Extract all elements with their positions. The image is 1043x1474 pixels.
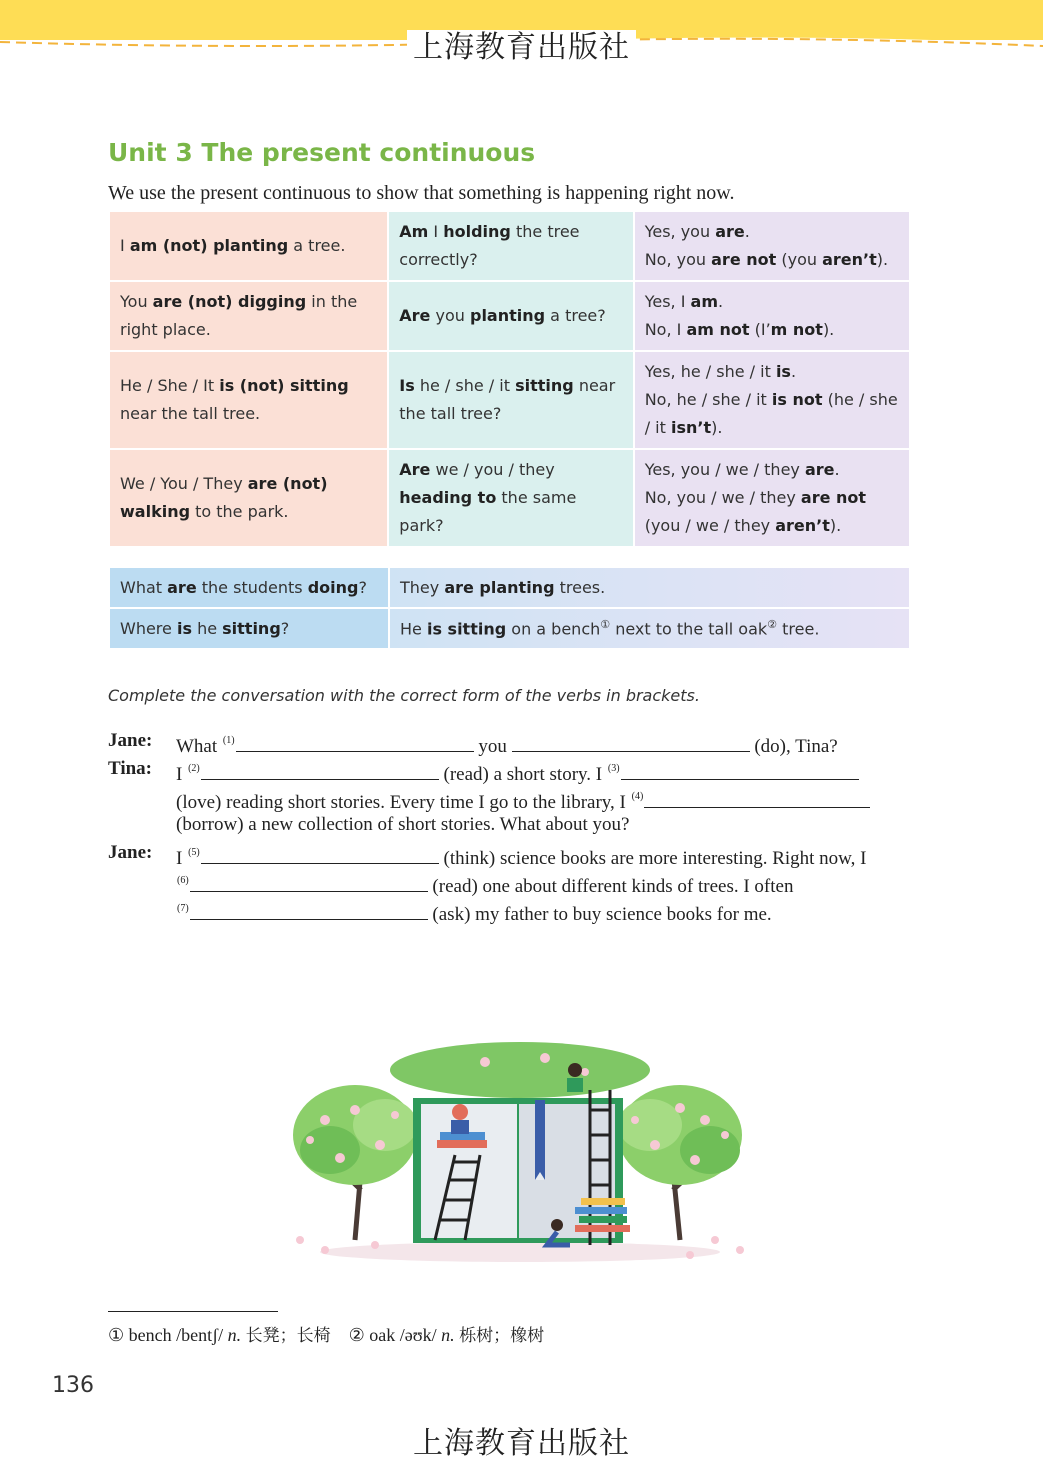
qa-answer-cell-part: trees. [554, 578, 606, 597]
statement-cell-part: are (not) walking [120, 474, 328, 521]
grammar-table [108, 210, 911, 548]
speaker-label: Jane: [108, 730, 153, 751]
answer-no-part: isn’t [670, 418, 712, 437]
answer-no-part: m not [770, 320, 823, 339]
answer-no [645, 246, 899, 274]
statement-cell-part: to the park. [190, 502, 289, 521]
question-cell-part: holding [443, 222, 511, 241]
dialog-line-7: $^{(7)}$ (ask) my father to buy science books for me. [108, 895, 918, 923]
qa-answer-cell [389, 608, 910, 649]
qa-question-cell [109, 608, 389, 649]
exercise-instruction: Complete the conversation with the correct form of the verbs in brackets. [108, 686, 700, 705]
answer-yes-part: is [775, 362, 791, 381]
speaker-label: Tina: [108, 758, 153, 779]
question-cell [388, 351, 633, 449]
qa-question-cell-part: Where [120, 619, 177, 638]
answer-no-part: ). [822, 320, 835, 339]
statement-cell-part: are (not) digging [152, 292, 307, 311]
statement-cell-part: We / You / They [120, 474, 248, 493]
answer-no-part: is not [771, 390, 823, 409]
qa-question-cell-part: ? [358, 578, 367, 597]
statement-cell [109, 449, 388, 547]
qa-question-cell-part: are [167, 578, 197, 597]
qa-answer-cell-part: next to the tall oak [610, 619, 768, 639]
question-answer-table [108, 566, 911, 650]
answer-blank-7[interactable] [190, 899, 428, 920]
answer-no-part: aren’t [775, 516, 830, 535]
qa-answer-cell [389, 567, 910, 608]
answer-no-part: (you [776, 250, 823, 269]
question-cell-part: we / you / they [430, 460, 555, 479]
answer-no-part: (he / she / it [644, 390, 898, 437]
question-cell-part: sitting [515, 376, 574, 395]
answer-yes-part: are [804, 460, 835, 479]
question-cell-part: Am [399, 222, 429, 241]
unit-title: Unit 3 The present continuous [108, 138, 536, 167]
answer-blank-4[interactable] [644, 787, 870, 808]
answer-yes [645, 288, 899, 316]
qa-question-cell-part: sitting [222, 619, 281, 638]
statement-cell [109, 351, 388, 449]
qa-row [109, 567, 910, 608]
answer-blank-5[interactable] [201, 843, 439, 864]
speaker-label: Jane: [108, 842, 153, 863]
answer-yes [645, 358, 899, 386]
answer-no [645, 316, 899, 344]
question-cell-part: you [430, 306, 470, 325]
dialog-line-2: Tina: I $^{(2)}$ (read) a short story. I $^{(3)}$ [108, 755, 918, 783]
question-cell [388, 449, 633, 547]
short-answer-cell [634, 281, 910, 351]
dialog-line-6: $^{(6)}$ (read) one about different kinds of trees. I often [108, 867, 918, 895]
question-cell-part: the tree correctly? [399, 222, 580, 269]
answer-no-part: ). [711, 418, 723, 437]
intro-text: We use the present continuous to show that something is happening right now. [108, 182, 735, 204]
answer-no-part: ). [876, 250, 889, 269]
footnote-rule [108, 1311, 278, 1312]
answer-no-part: am not [686, 320, 750, 339]
question-cell-part: Are [399, 306, 431, 325]
grammar-row [109, 281, 910, 351]
qa-row [109, 608, 910, 649]
question-cell-part: a tree? [545, 306, 606, 325]
grammar-row [109, 351, 910, 449]
answer-no-part: are not [711, 250, 777, 269]
footnotes: ① bench /bentʃ/ n. 长凳；长椅 ② oak /əʊk/ n. 栎树；橡树 [108, 1325, 545, 1346]
statement-cell [109, 281, 388, 351]
answer-blank-1[interactable] [236, 731, 474, 752]
answer-blank-6[interactable] [190, 871, 428, 892]
answer-yes-part: Yes, I [644, 292, 691, 311]
answer-yes-part: Yes, you / we / they [644, 460, 805, 479]
answer-no-part: No, you [644, 250, 712, 269]
question-cell-part: planting [469, 306, 546, 325]
question-cell-part: the same park? [399, 488, 577, 535]
conversation-exercise [108, 727, 918, 923]
qa-question-cell-part: he [191, 619, 223, 638]
qa-question-cell-part: the students [196, 578, 308, 597]
question-cell-part: heading to [399, 488, 497, 507]
qa-answer-cell-part: on a bench [506, 619, 601, 639]
answer-yes-part: . [717, 292, 724, 311]
answer-no-part: aren’t [822, 250, 877, 269]
answer-blank-1b[interactable] [512, 731, 750, 752]
question-cell [388, 211, 633, 281]
question-cell [388, 281, 633, 351]
qa-question-cell-part: is [176, 619, 192, 638]
answer-blank-2[interactable] [201, 759, 439, 780]
answer-no-part: are not [800, 488, 867, 507]
reading-trees-illustration [285, 1040, 755, 1265]
answer-yes-part: are [715, 222, 745, 241]
answer-yes-part: . [790, 362, 797, 381]
question-cell-part: Is [399, 376, 415, 395]
statement-cell-part: a tree. [288, 236, 346, 255]
answer-no-part: No, I [644, 320, 687, 339]
qa-answer-cell-part: is sitting [426, 619, 507, 639]
publisher-watermark-bottom: 上海教育出版社 [413, 1426, 630, 1461]
qa-question-cell [109, 567, 389, 608]
answer-yes [645, 456, 899, 484]
statement-cell-part: He / She / It [120, 376, 220, 395]
qa-answer-cell-part: tree. [777, 619, 820, 639]
answer-yes-part: . [834, 460, 840, 479]
answer-no [645, 386, 899, 442]
qa-answer-cell-part: They [400, 578, 445, 597]
answer-yes-part: . [744, 222, 750, 241]
qa-question-cell-part: ? [280, 619, 290, 638]
answer-yes-part: Yes, you [644, 222, 716, 241]
statement-cell-part: is (not) sitting [219, 376, 349, 395]
answer-no-part: ). [829, 516, 842, 535]
answer-no-part: (you / we / they [644, 516, 776, 535]
question-cell-part: he / she / it [414, 376, 516, 395]
answer-blank-3[interactable] [621, 759, 859, 780]
dialog-line-5: Jane: I $^{(5)}$ (think) science books are more interesting. Right now, I [108, 839, 918, 867]
statement-cell-part: You [120, 292, 153, 311]
qa-question-cell-part: What [120, 578, 168, 597]
qa-answer-cell-part: ② [767, 618, 778, 632]
question-cell-part: Are [399, 460, 431, 479]
statement-cell-part: I [120, 236, 130, 255]
grammar-row [109, 211, 910, 281]
dialog-line-3: (love) reading short stories. Every time I go to the library, I $^{(4)}$ [108, 783, 918, 811]
page-number: 136 [52, 1373, 94, 1398]
answer-no [645, 484, 899, 540]
grammar-row [109, 449, 910, 547]
answer-no-part: No, you / we / they [644, 488, 801, 507]
answer-no-part: (I’ [749, 320, 771, 339]
short-answer-cell [634, 211, 910, 281]
short-answer-cell [634, 449, 910, 547]
qa-answer-cell-part: are planting [444, 578, 555, 597]
answer-yes-part: Yes, he / she / it [644, 362, 776, 381]
qa-answer-cell-part: ① [600, 618, 611, 632]
dialog-line-1: Jane: What $^{(1)}$ you (do), Tina? [108, 727, 918, 755]
statement-cell-part: am (not) planting [129, 236, 289, 255]
statement-cell [109, 211, 388, 281]
statement-cell-part: in the right place. [120, 292, 358, 339]
answer-yes-part: am [690, 292, 718, 311]
qa-question-cell-part: doing [307, 578, 359, 597]
question-cell-part: I [428, 222, 444, 241]
short-answer-cell [634, 351, 910, 449]
publisher-watermark-top: 上海教育出版社 [0, 22, 1043, 66]
dialog-line-4: (borrow) a new collection of short stories. What about you? [176, 814, 630, 835]
statement-cell-part: near the tall tree. [120, 404, 261, 423]
answer-no-part: No, he / she / it [644, 390, 772, 409]
answer-yes [645, 218, 899, 246]
qa-answer-cell-part: He [400, 619, 427, 639]
question-cell-part: near the tall tree? [399, 376, 616, 423]
